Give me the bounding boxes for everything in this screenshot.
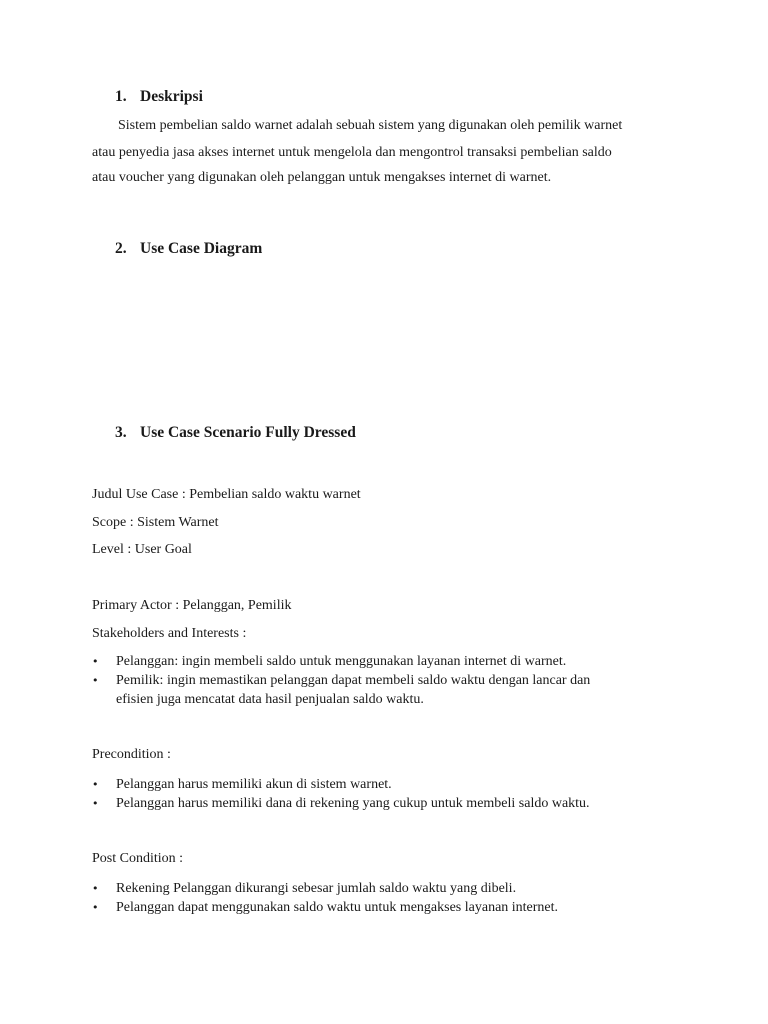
postcondition-label: Post Condition :: [92, 851, 184, 866]
list-item: [92, 879, 558, 898]
bullet-icon: •: [92, 797, 99, 810]
primary-actor: Primary Actor : Pelanggan, Pemilik: [92, 598, 292, 613]
stakeholder-text: Pemilik: ingin memastikan pelanggan dapat membeli saldo waktu dengan lancar dan: [116, 673, 591, 688]
description-line-1: Sistem pembelian saldo warnet adalah sebuah sistem yang digunakan oleh pemilik warnet: [118, 118, 623, 133]
judul-use-case: Judul Use Case : Pembelian saldo waktu warnet: [92, 487, 361, 502]
precondition-text: Pelanggan harus memiliki dana di rekening yang cukup untuk membeli saldo waktu.: [116, 796, 590, 811]
list-item: [92, 898, 558, 917]
precondition-label: Precondition :: [92, 747, 171, 762]
section-1-heading: [115, 88, 203, 106]
section-1-number: 1.: [115, 88, 127, 105]
description-line-2: atau penyedia jasa akses internet untuk mengelola dan mengontrol transaksi pembelian saldo: [92, 145, 612, 160]
precondition-text: Pelanggan harus memiliki akun di sistem warnet.: [116, 777, 392, 792]
section-2-heading: [115, 240, 262, 258]
section-3-title: Use Case Scenario Fully Dressed: [140, 424, 356, 441]
list-item: [92, 652, 590, 671]
bullet-icon: •: [92, 778, 99, 791]
postcondition-list: [92, 879, 558, 917]
list-item: [92, 671, 590, 709]
scope: Scope : Sistem Warnet: [92, 515, 219, 530]
postcondition-text: Rekening Pelanggan dikurangi sebesar jumlah saldo waktu yang dibeli.: [116, 881, 517, 896]
list-item: [92, 775, 590, 794]
section-3-heading: [115, 424, 356, 442]
postcondition-text: Pelanggan dapat menggunakan saldo waktu untuk mengakses layanan internet.: [116, 900, 559, 915]
bullet-icon: •: [92, 674, 99, 687]
section-2-title: Use Case Diagram: [140, 240, 263, 257]
precondition-list: [92, 775, 590, 813]
bullet-icon: •: [92, 901, 99, 914]
section-2-number: 2.: [115, 240, 127, 257]
section-3-number: 3.: [115, 424, 127, 441]
description-line-3: atau voucher yang digunakan oleh pelanggan untuk mengakses internet di warnet.: [92, 170, 552, 185]
level: Level : User Goal: [92, 542, 192, 557]
stakeholder-text-cont: efisien juga mencatat data hasil penjualan saldo waktu.: [116, 692, 424, 707]
list-item: [92, 794, 590, 813]
stakeholders-list: [92, 652, 590, 709]
stakeholders-label: Stakeholders and Interests :: [92, 626, 247, 641]
bullet-icon: •: [92, 882, 99, 895]
section-1-title: Deskripsi: [140, 88, 203, 105]
bullet-icon: •: [92, 655, 99, 668]
stakeholder-text: Pelanggan: ingin membeli saldo untuk menggunakan layanan internet di warnet.: [116, 654, 567, 669]
